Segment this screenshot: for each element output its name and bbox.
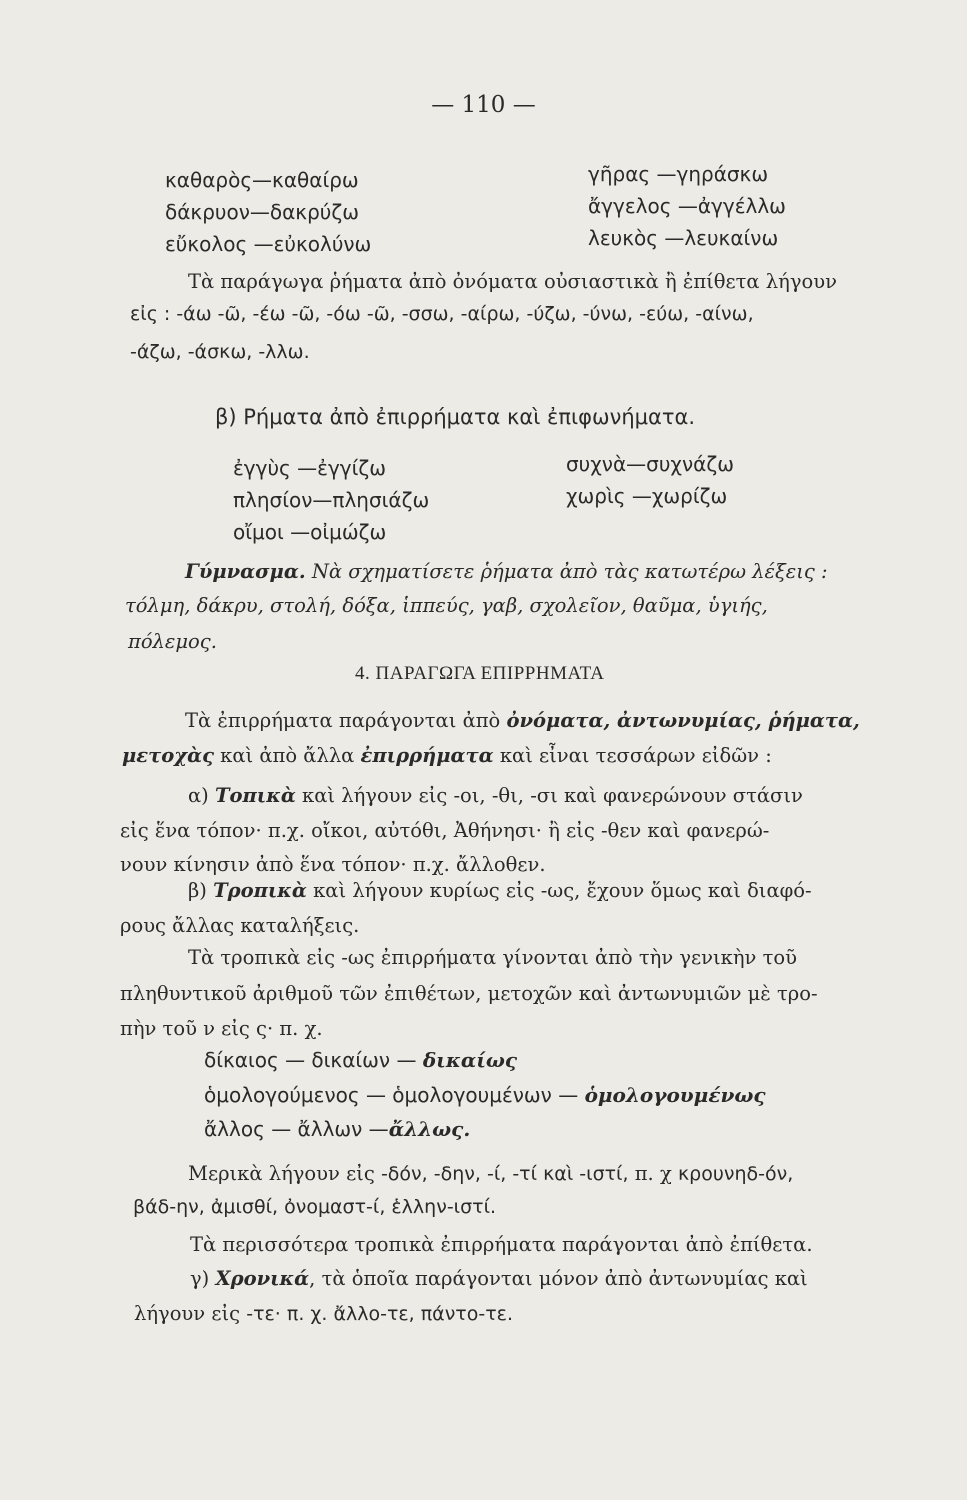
page-number: — 110 — [431, 92, 536, 118]
exercise-line-3: πόλεμος. [128, 630, 217, 653]
example-2-adverb: ὁμολογουμένως [584, 1083, 766, 1107]
endings-pch: π. χ [628, 1162, 678, 1185]
gamma-label: Χρονικά [215, 1267, 310, 1290]
gamma-prefix: γ) [190, 1267, 216, 1290]
pair-left-1: καθαρὸς—καθαίρω [165, 168, 359, 192]
pair-left-3: εὔκολος —εὐκολύνω [165, 232, 372, 256]
endings-example: κρουνηδ-όν, [677, 1163, 794, 1185]
gamma-line-1 [190, 1263, 808, 1294]
example-1-text: δίκαιος — δικαίων — [204, 1048, 423, 1072]
endings-line-1 [188, 1158, 793, 1190]
pair-right-2: ἄγγελος —ἀγγέλλω [588, 194, 786, 218]
example-1 [204, 1048, 517, 1072]
suffix-para-line-1: Τὰ παράγωγα ῥήματα ἀπὸ ὀνόματα οὐσιαστικὰ ἢ ἐπίθετα λήγουν [188, 270, 837, 293]
example-3-adverb: ἄλλως. [388, 1117, 471, 1141]
b-pair-right-1: συχνὰ—συχνάζω [566, 452, 734, 476]
example-3-text: ἄλλος — ἄλλων — [204, 1117, 389, 1141]
gamma-examples: ἄλλο-τε, πάντο-τε. [333, 1303, 513, 1325]
most-adverbs-line: Τὰ περισσότερα τροπικὰ ἐπιρρήματα παράγονται ἀπὸ ἐπίθετα. [190, 1233, 813, 1256]
gamma-text: , τὰ ὁποῖα παράγονται μόνον ἀπὸ ἀντωνυμίας καὶ [309, 1267, 808, 1290]
alpha-line-3: νουν κίνησιν ἀπὸ ἕνα τόπον· π.χ. ἄλλοθεν. [120, 853, 546, 876]
gamma-text-2: λήγουν εἰς [134, 1302, 247, 1325]
intro-line-2 [122, 740, 772, 771]
example-1-adverb: δικαίως [422, 1048, 518, 1072]
subheading-b: β) Ρήματα ἀπὸ ἐπιρρήματα καὶ ἐπιφωνήματα. [215, 405, 695, 429]
exercise-instruction: Νὰ σχηματίσετε ῥήματα ἀπὸ τὰς κατωτέρω λέξεις : [305, 560, 828, 583]
b-pair-left-2: πλησίον—πλησιάζω [233, 488, 430, 512]
beta-prefix: β) [188, 879, 214, 902]
gamma-pch: π. χ. [286, 1303, 334, 1325]
alpha-text: καὶ λήγουν εἰς -οι, -θι, -σι καὶ φανερώνουν στάσιν [295, 784, 803, 807]
intro-text: Τὰ ἐπιρρήματα παράγονται ἀπὸ [185, 709, 507, 732]
tropika-line-3: πὴν τοῦ ν εἰς ς· π. χ. [120, 1017, 323, 1040]
example-2 [204, 1083, 766, 1107]
pair-right-3: λευκὸς —λευκαίνω [588, 226, 779, 250]
exercise-line-2: τόλμη, δάκρυ, στολή, δόξα, ἱππεύς, γαβ, σχολεῖον, θαῦμα, ὑγιής, [125, 594, 768, 617]
tropika-line-1: Τὰ τροπικὰ εἰς -ως ἐπιρρήματα γίνονται ἀπὸ τὴν γενικὴν τοῦ [188, 946, 797, 969]
alpha-label: Τοπικὰ [214, 784, 296, 807]
example-3 [204, 1117, 470, 1141]
exercise-line-1 [185, 556, 828, 587]
endings-line-2: βάδ-ην, ἀμισθί, ὀνομαστ-ί, ἑλλην-ιστί. [133, 1196, 497, 1218]
beta-line-2: ρους ἄλλας καταλήξεις. [120, 914, 360, 937]
gamma-line-2 [134, 1298, 513, 1330]
intro-emphasis-2: μετοχὰς [122, 744, 214, 767]
section-heading: 4. ΠΑΡΑΓΩΓΑ ΕΠΙΡΡΗΜΑΤΑ [355, 663, 605, 684]
intro-line-1 [185, 705, 860, 736]
beta-text: καὶ λήγουν κυρίως εἰς -ως, ἔχουν ὅμως καὶ διαφό- [306, 879, 812, 902]
intro-emphasis-3: ἐπιρρήματα [360, 744, 494, 767]
gamma-suffix: -τε· [246, 1303, 287, 1325]
example-2-text: ὁμολογούμενος — ὁμολογουμένων — [204, 1083, 585, 1107]
b-pair-right-2: χωρὶς —χωρίζω [566, 484, 728, 508]
intro-emphasis-1: ὀνόματα, ἀντωνυμίας, ῥήματα, [506, 709, 860, 732]
beta-line-1 [188, 875, 812, 906]
suffix-para-line-2: εἰς : -άω -ῶ, -έω -ῶ, -όω -ῶ, -σσω, -αίρω, -ύζω, -ύνω, -εύω, -αίνω, [130, 303, 754, 325]
alpha-line-2: εἰς ἕνα τόπον· π.χ. οἴκοι, αὐτόθι, Ἀθήνησι· ἢ εἰς -θεν καὶ φανερώ- [120, 819, 770, 842]
endings-text: Μερικὰ λήγουν εἰς [188, 1162, 381, 1185]
intro-text-2: καὶ ἀπὸ ἄλλα [213, 744, 361, 767]
pair-right-1: γῆρας —γηράσκω [588, 162, 769, 186]
alpha-prefix: α) [188, 784, 215, 807]
tropika-line-2: πληθυντικοῦ ἀριθμοῦ τῶν ἐπιθέτων, μετοχῶν καὶ ἀντωνυμιῶν μὲ τρο- [120, 982, 818, 1005]
b-pair-left-1: ἐγγὺς —ἐγγίζω [233, 456, 387, 480]
suffix-para-line-3: -άζω, -άσκω, -λλω. [130, 341, 310, 363]
exercise-label: Γύμνασμα. [185, 560, 306, 583]
beta-label: Τροπικὰ [213, 879, 307, 902]
pair-left-2: δάκρυον—δακρύζω [165, 200, 359, 224]
endings-suffixes: -δόν, -δην, -ί, -τί καὶ -ιστί, [380, 1163, 629, 1185]
intro-text-3: καὶ εἶναι τεσσάρων εἰδῶν : [493, 744, 772, 767]
alpha-line-1 [188, 780, 803, 811]
b-pair-left-3: οἴμοι —οἰμώζω [233, 520, 387, 544]
